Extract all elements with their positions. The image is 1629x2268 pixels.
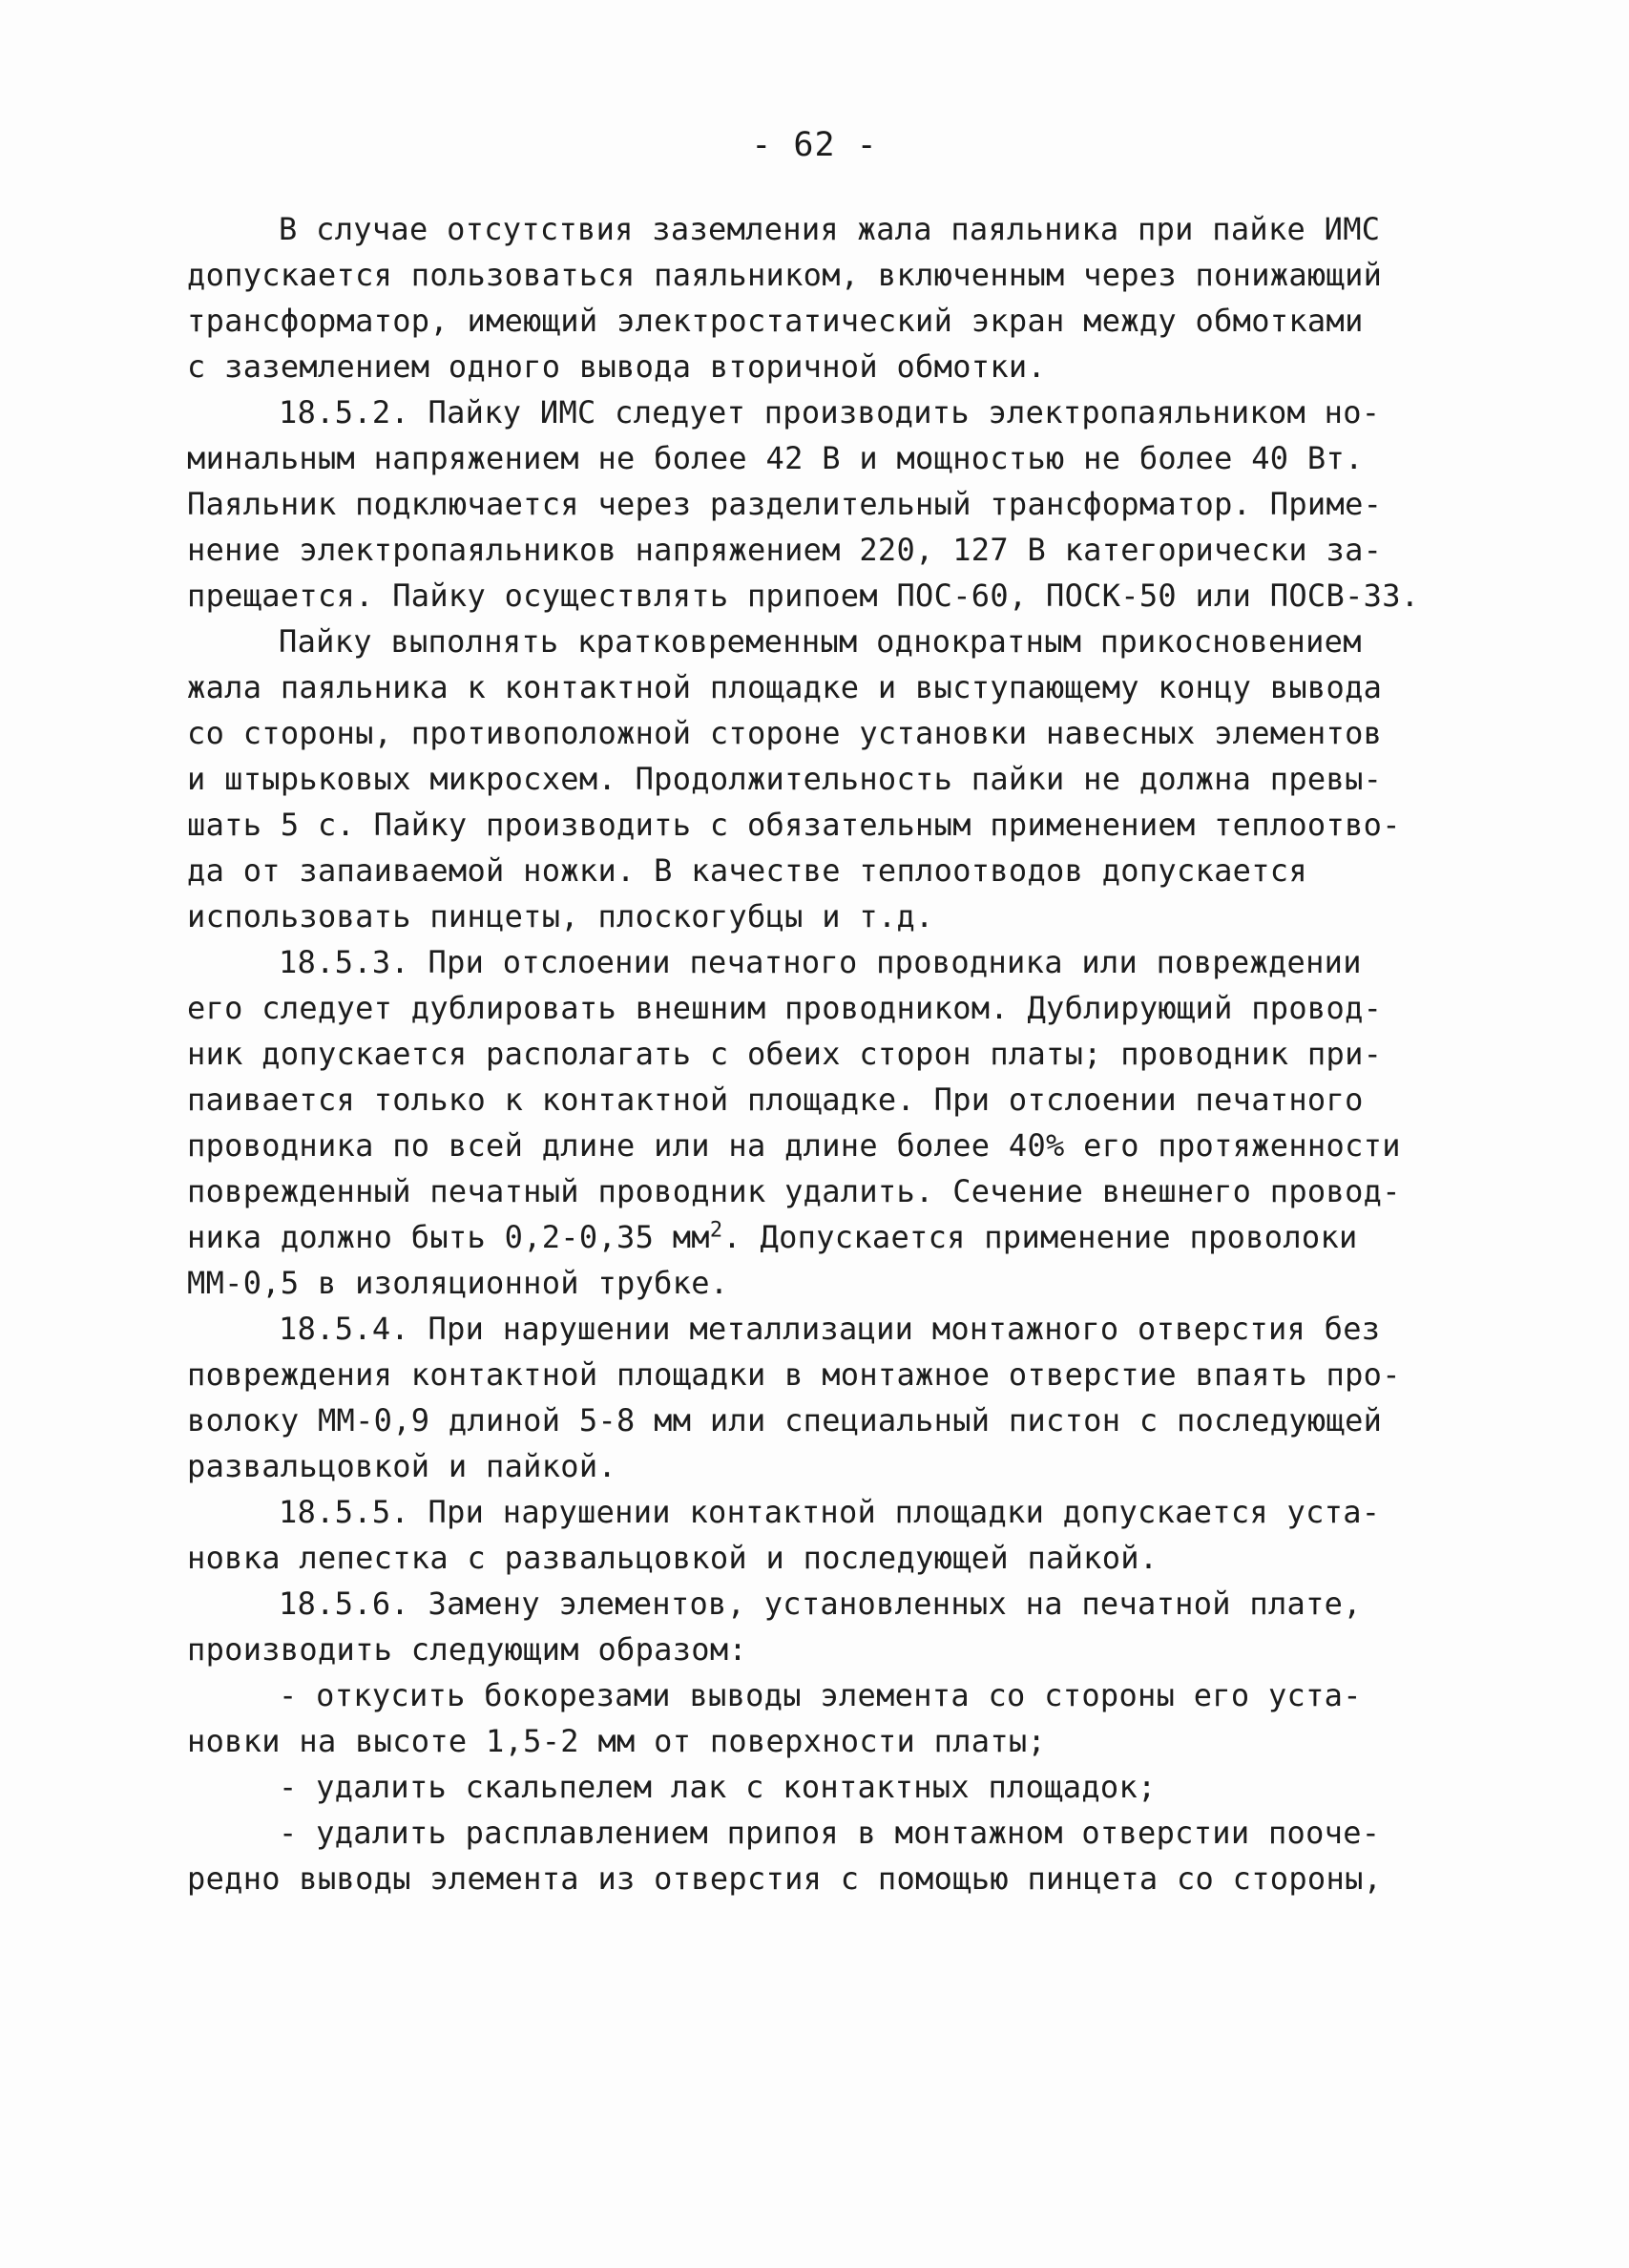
text-line: производить следующим образом:: [187, 1631, 747, 1668]
text-line: поврежденный печатный проводник удалить. Сечение внешнего провод-: [187, 1173, 1401, 1209]
text-line: волоку ММ-0,9 длиной 5-8 мм или специальный пистон с последующей: [187, 1402, 1383, 1438]
text-line: новка лепестка с развальцовкой и последующей пайкой.: [187, 1540, 1159, 1576]
text-line-with-superscript: [187, 1214, 1456, 1260]
text-fragment: ника должно быть 0,2-0,35 мм: [187, 1219, 710, 1255]
text-line: 18.5.3. При отслоении печатного проводника или повреждении: [279, 944, 1362, 980]
text-line: со стороны, противоположной стороне установки навесных элементов: [187, 715, 1383, 751]
text-line: его следует дублировать внешним проводником. Дублирующий провод-: [187, 990, 1383, 1026]
text-line: проводника по всей длине или на длине более 40% его протяженности: [187, 1127, 1401, 1164]
text-line: 18.5.5. При нарушении контактной площадки допускается уста-: [279, 1494, 1381, 1530]
text-line: минальным напряжением не более 42 В и мощностью не более 40 Вт.: [187, 440, 1364, 476]
text-line: Паяльник подключается через разделительный трансформатор. Приме-: [187, 486, 1383, 522]
text-line: трансформатор, имеющий электростатический экран между обмотками: [187, 303, 1364, 339]
text-line: допускается пользоваться паяльником, включенным через понижающий: [187, 257, 1383, 293]
page-number: - 62 -: [751, 126, 878, 164]
list-item: - удалить скальпелем лак с контактных площадок;: [279, 1769, 1157, 1805]
list-item: - откусить бокорезами выводы элемента со стороны его уста-: [279, 1677, 1362, 1713]
text-line: повреждения контактной площадки в монтажное отверстие впаять про-: [187, 1356, 1401, 1393]
text-line: с заземлением одного вывода вторичной обмотки.: [187, 348, 1047, 385]
text-line: Пайку выполнять кратковременным однократным прикосновением: [279, 623, 1362, 660]
text-fragment: . Допускается применение проволоки: [722, 1219, 1358, 1255]
text-line: 18.5.2. Пайку ИМС следует производить электропаяльником но-: [279, 394, 1381, 430]
text-line: паивается только к контактной площадке. При отслоении печатного: [187, 1082, 1364, 1118]
text-line: редно выводы элемента из отверстия с помощью пинцета со стороны,: [187, 1860, 1383, 1897]
text-line: использовать пинцеты, плоскогубцы и т.д.: [187, 898, 934, 934]
document-body: [187, 206, 1456, 1901]
text-line: жала паяльника к контактной площадке и выступающему концу вывода: [187, 669, 1383, 705]
text-line: ММ-0,5 в изоляционной трубке.: [187, 1265, 729, 1301]
text-line: да от запаиваемой ножки. В качестве теплоотводов допускается: [187, 852, 1307, 889]
text-line: 18.5.4. При нарушении металлизации монтажного отверстия без: [279, 1311, 1381, 1347]
list-item: - удалить расплавлением припоя в монтажном отверстии пооче-: [279, 1815, 1381, 1851]
text-line: новки на высоте 1,5-2 мм от поверхности платы;: [187, 1723, 1047, 1759]
text-line: и штырьковых микросхем. Продолжительность пайки не должна превы-: [187, 761, 1383, 797]
text-line: 18.5.6. Замену элементов, установленных на печатной плате,: [279, 1586, 1362, 1622]
text-line: шать 5 с. Пайку производить с обязательным применением теплоотво-: [187, 807, 1401, 843]
text-line: прещается. Пайку осуществлять припоем ПОС-60, ПОСК-50 или ПОСВ-33.: [187, 578, 1420, 614]
text-line: В случае отсутствия заземления жала паяльника при пайке ИМС: [279, 211, 1381, 247]
superscript: 2: [709, 1218, 723, 1243]
text-line: развальцовкой и пайкой.: [187, 1448, 617, 1484]
text-line: нение электропаяльников напряжением 220, 127 В категорически за-: [187, 532, 1383, 568]
text-line: ник допускается располагать с обеих сторон платы; проводник при-: [187, 1036, 1383, 1072]
